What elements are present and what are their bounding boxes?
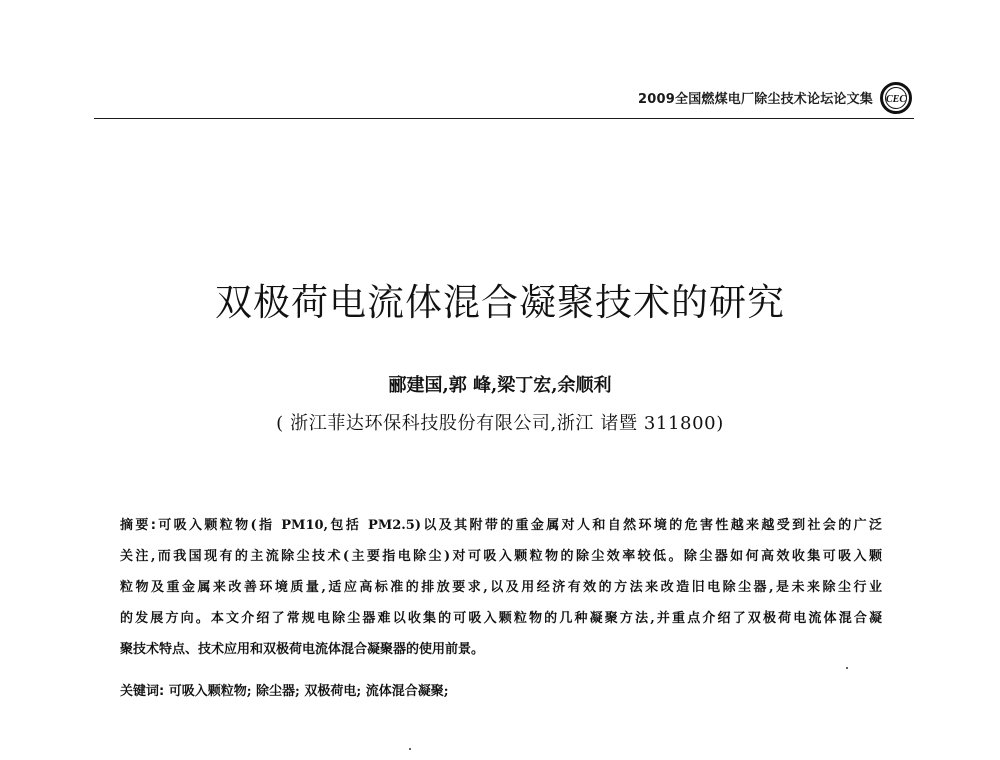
paper-title: 双极荷电流体混合凝聚技术的研究 (215, 281, 785, 324)
conference-logo-icon (880, 82, 912, 114)
abstract-text: 可吸入颗粒物(指 PM10,包括 PM2.5)以及其附带的重金属对人和自然环境的危害性越来越受到社会的广泛 (155, 518, 882, 533)
abstract-line-5: 聚技术特点、技术应用和双极荷电流体混合凝聚器的使用前景。 (120, 642, 485, 657)
abstract-line-1 (120, 516, 882, 547)
keywords-text: 可吸入颗粒物; 除尘器; 双极荷电; 流体混合凝聚; (168, 684, 449, 699)
paper-affiliation: ( 浙江菲达环保科技股份有限公司,浙江 诸暨 311800) (276, 413, 724, 434)
abstract-line-2: 关注,而我国现有的主流除尘技术(主要指电除尘)对可吸入颗粒物的除尘效率较低。除尘器如何高效收集可吸入颗 (120, 549, 882, 564)
paper-authors: 郦建国,郭 峰,梁丁宏,余顺利 (388, 375, 612, 396)
running-header: 2009全国燃煤电厂除尘技术论坛论文集 (638, 92, 873, 107)
logo-text: CEC (885, 94, 907, 105)
keywords-line (120, 680, 882, 699)
abstract-line-3: 粒物及重金属来改善环境质量,适应高标准的排放要求,以及用经济有效的方法来改造旧电除尘器,是未来除尘行业 (120, 580, 882, 595)
header-rule (94, 118, 914, 119)
keywords-label: 关键词: (120, 684, 165, 699)
scan-speck (409, 748, 411, 750)
abstract-line-4: 的发展方向。本文介绍了常规电除尘器难以收集的可吸入颗粒物的几种凝聚方法,并重点介绍了双极荷电流体混合凝 (120, 611, 882, 626)
abstract-block (120, 516, 882, 671)
abstract-label: 摘要: (120, 518, 156, 533)
scan-speck (846, 667, 848, 669)
